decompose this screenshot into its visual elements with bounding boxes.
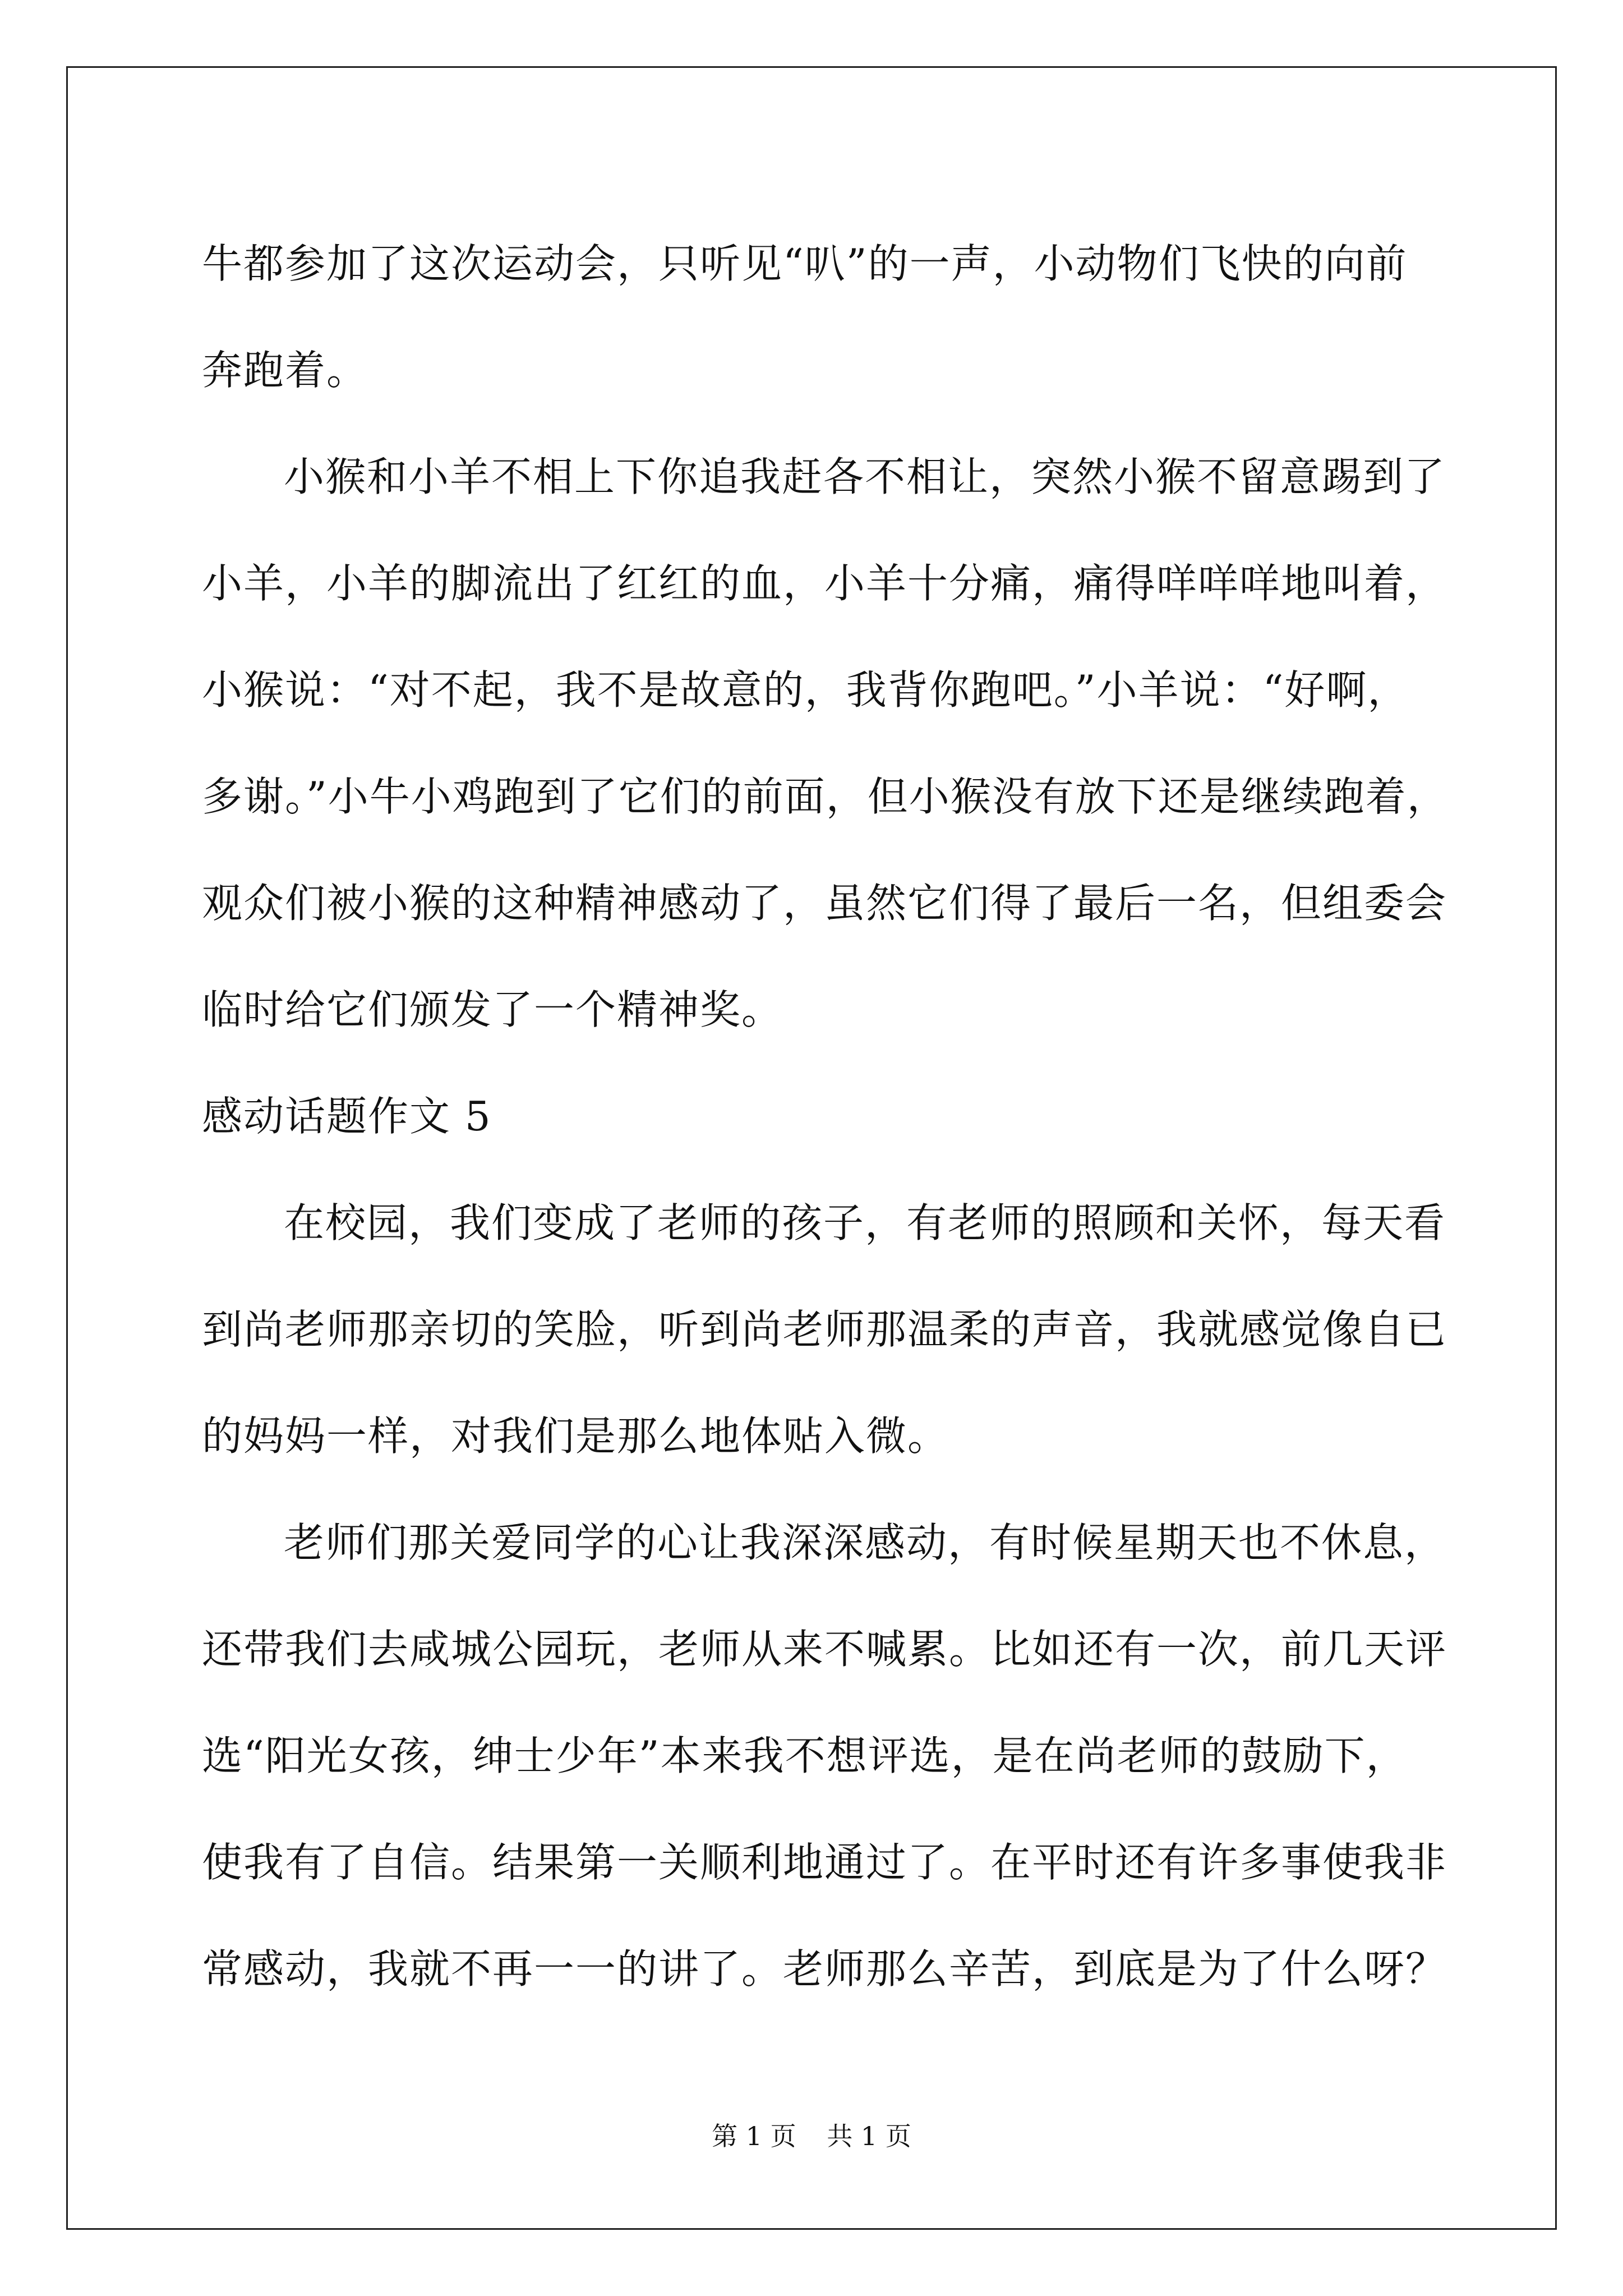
document-body [202,210,1449,2022]
text-line-16: 使我有了自信。结果第一关顺利地通过了。在平时还有许多事使我非 [202,1839,1447,1886]
page-footer [0,2119,1623,2153]
text-line-1: 牛都参加了这次运动会，只听见“叭”的一声，小动物们飞快的向前 [202,240,1408,287]
text-line-2: 奔跑着。 [202,347,368,394]
page-number: 第 1 页 [712,2121,796,2151]
text-line-3: 小猴和小羊不相上下你追我赶各不相让，突然小猴不留意踢到了 [284,453,1446,500]
page-total: 共 1 页 [827,2121,911,2151]
text-line-13: 老师们那关爱同学的心让我深深感动，有时候星期天也不休息， [284,1519,1446,1566]
text-line-4: 小羊，小羊的脚流出了红红的血，小羊十分痛，痛得咩咩咩地叫着， [202,560,1447,607]
section-heading: 感动话题作文 5 [202,1093,492,1140]
text-line-8: 临时给它们颁发了一个精神奖。 [202,986,783,1033]
text-line-14: 还带我们去咸城公园玩，老师从来不喊累。比如还有一次，前几天评 [202,1626,1447,1673]
text-line-5: 小猴说：“对不起，我不是故意的，我背你跑吧。”小羊说：“好啊， [202,666,1409,714]
text-line-11: 到尚老师那亲切的笑脸，听到尚老师那温柔的声音，我就感觉像自已 [202,1306,1447,1353]
text-line-6: 多谢。”小牛小鸡跑到了它们的前面，但小猴没有放下还是继续跑着， [202,773,1449,820]
text-line-10: 在校园，我们变成了老师的孩子，有老师的照顾和关怀，每天看 [284,1199,1446,1246]
text-line-7: 观众们被小猴的这种精神感动了，虽然它们得了最后一名，但组委会 [202,880,1447,927]
text-line-15: 选“阳光女孩，绅士少年”本来我不想评选，是在尚老师的鼓励下， [202,1732,1408,1779]
text-line-17: 常感动，我就不再一一的讲了。老师那么辛苦，到底是为了什么呀？ [202,1945,1447,1993]
text-line-12: 的妈妈一样，对我们是那么地体贴入微。 [202,1412,949,1460]
